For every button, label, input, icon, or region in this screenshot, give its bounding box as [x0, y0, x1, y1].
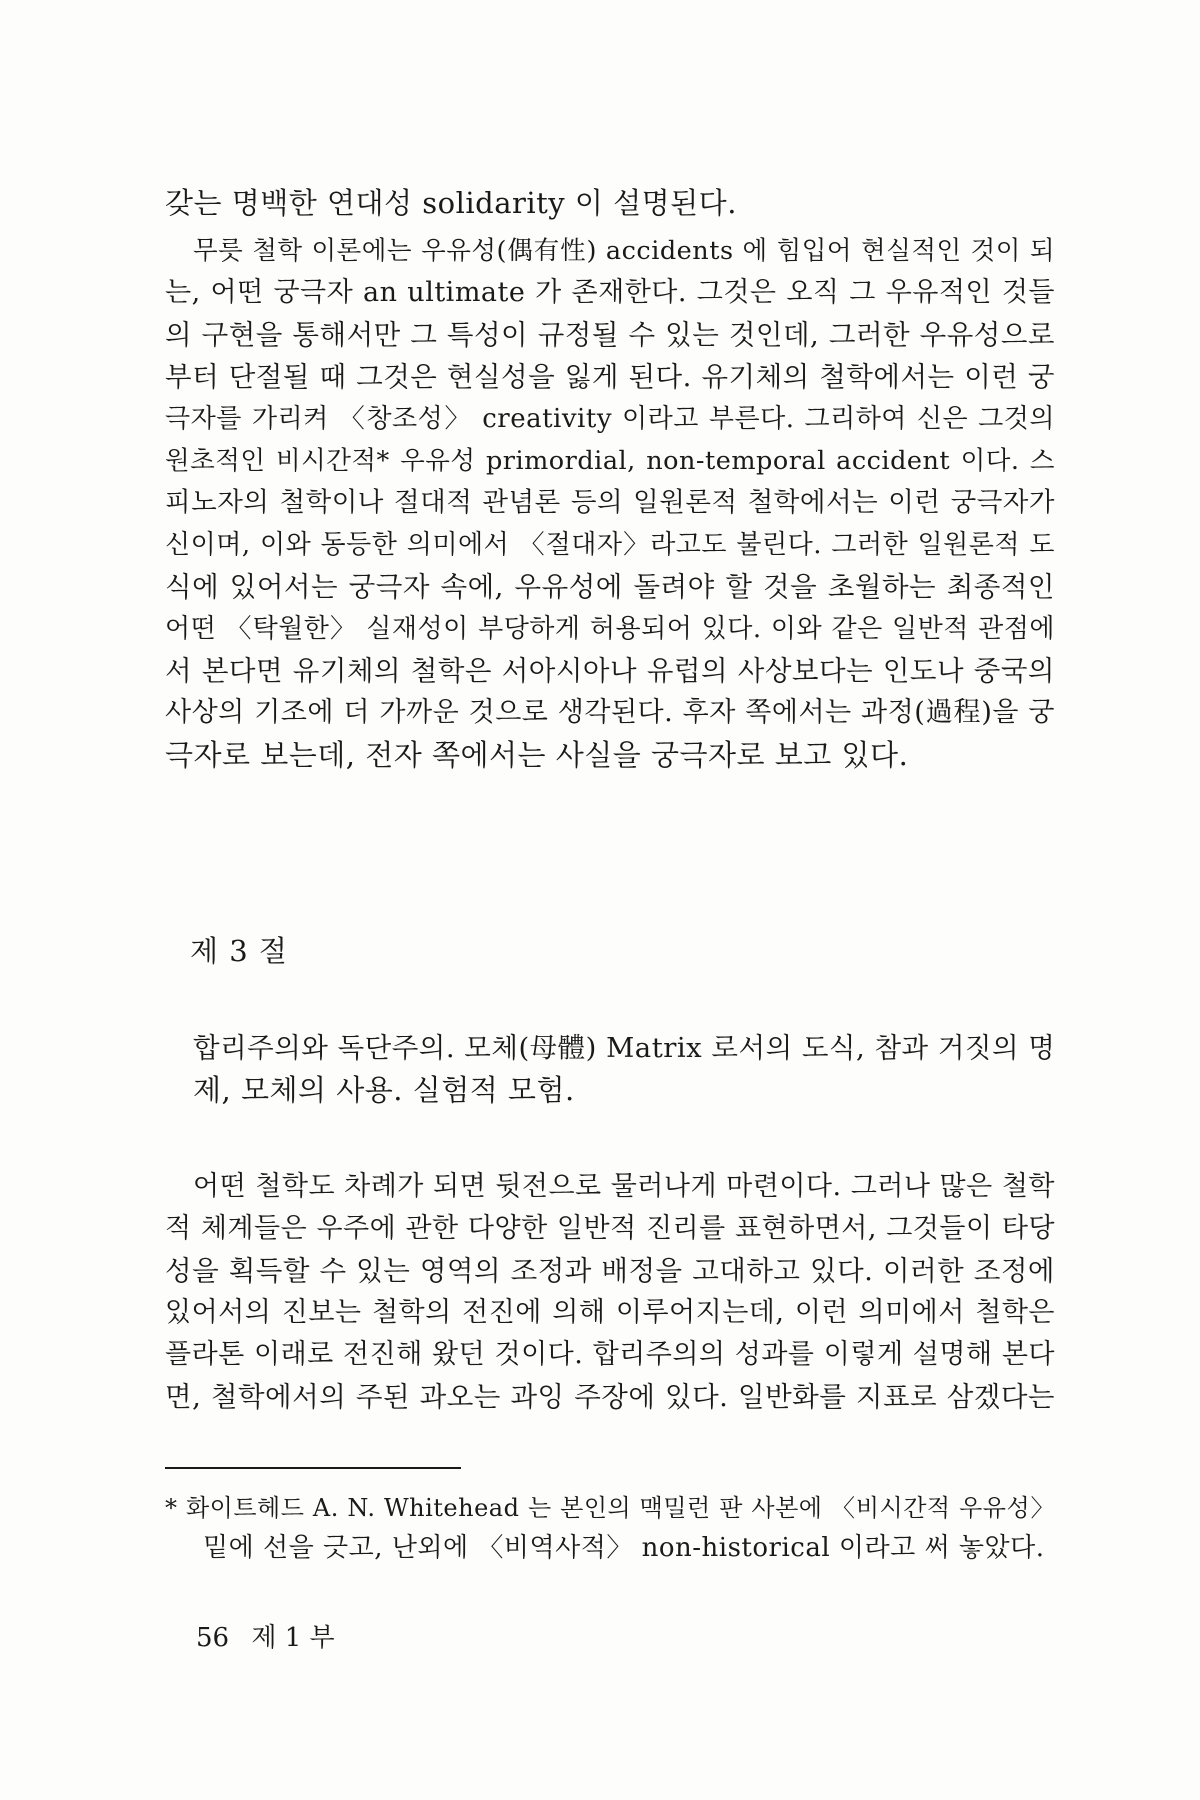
footnote — [165, 1488, 1055, 1568]
paragraph-line: 의 구현을 통해서만 그 특성이 규정될 수 있는 것인데, 그러한 우유성으로 — [165, 319, 1055, 351]
footnote-line: * 화이트헤드 A. N. Whitehead 는 본인의 맥밀런 판 사본에 〈비시간적 우유성〉 — [165, 1494, 1055, 1522]
paragraph-line: 극자를 가리켜 〈창조성〉 creativity 이라고 부른다. 그리하여 신은 그것의 — [165, 404, 1055, 434]
paragraph-line: 성을 획득할 수 있는 영역의 조정과 배정을 고대하고 있다. 이러한 조정에 — [165, 1255, 1055, 1287]
paragraph-line: 신이며, 이와 동등한 의미에서 〈절대자〉라고도 불린다. 그러한 일원론적 도 — [165, 530, 1055, 560]
paragraph-line: 사상의 기조에 더 가까운 것으로 생각된다. 후자 쪽에서는 과정(過程)을 궁 — [165, 697, 1055, 728]
paragraph-line: 플라톤 이래로 전진해 왔던 것이다. 합리주의의 성과를 이렇게 설명해 본다 — [165, 1339, 1055, 1370]
page-number: 56 — [196, 1623, 230, 1653]
summary-line: 합리주의와 독단주의. 모체(母體) Matrix 로서의 도식, 참과 거짓의 명 — [193, 1032, 1056, 1064]
paragraph-line: 서 본다면 유기체의 철학은 서아시아나 유럽의 사상보다는 인도나 중국의 — [165, 655, 1055, 687]
section-heading: 제 3 절 — [190, 934, 288, 968]
footnote-divider — [165, 1467, 461, 1469]
paragraph-line: 적 체계들은 우주에 관한 다양한 일반적 진리를 표현하면서, 그것들이 타당 — [165, 1213, 1055, 1244]
page-footer — [196, 1620, 349, 1656]
intro-line: 갖는 명백한 연대성 solidarity 이 설명된다. — [165, 186, 737, 220]
summary-line: 제, 모체의 사용. 실험적 모험. — [193, 1073, 575, 1107]
paragraph-rationalism — [165, 1166, 1055, 1418]
paragraph-ultimate — [165, 230, 1055, 776]
paragraph-line: 는, 어떤 궁극자 an ultimate 가 존재한다. 그것은 오직 그 우유적인 것들 — [165, 277, 1055, 308]
paragraph-line: 있어서의 진보는 철학의 전진에 의해 이루어지는데, 이런 의미에서 철학은 — [165, 1297, 1055, 1328]
paragraph-line: 극자로 보는데, 전자 쪽에서는 사실을 궁극자로 보고 있다. — [165, 738, 909, 772]
footnote-line: 밑에 선을 긋고, 난외에 〈비역사적〉 non-historical 이라고 써 놓았다. — [203, 1533, 1045, 1563]
paragraph-line: 어떤 철학도 차례가 되면 뒷전으로 물러나게 마련이다. 그러나 많은 철학 — [193, 1171, 1055, 1202]
paragraph-line: 어떤 〈탁월한〉 실재성이 부당하게 허용되어 있다. 이와 같은 일반적 관점에 — [165, 614, 1055, 644]
section-summary — [165, 1027, 1055, 1111]
paragraph-line: 부터 단절될 때 그것은 현실성을 잃게 된다. 유기체의 철학에서는 이런 궁 — [165, 361, 1055, 393]
part-label: 제 1 부 — [251, 1623, 335, 1653]
paragraph-line: 피노자의 철학이나 절대적 관념론 등의 일원론적 철학에서는 이런 궁극자가 — [165, 487, 1055, 518]
paragraph-line: 식에 있어서는 궁극자 속에, 우유성에 돌려야 할 것을 초월하는 최종적인 — [165, 571, 1055, 603]
paragraph-line: 무릇 철학 이론에는 우유성(偶有性) accidents 에 힘입어 현실적인 것이 되 — [193, 236, 1055, 266]
paragraph-line: 면, 철학에서의 주된 과오는 과잉 주장에 있다. 일반화를 지표로 삼겠다는 — [165, 1381, 1055, 1413]
intro-paragraph — [165, 182, 1055, 224]
paragraph-line: 원초적인 비시간적* 우유성 primordial, non-temporal accident 이다. 스 — [165, 446, 1055, 476]
